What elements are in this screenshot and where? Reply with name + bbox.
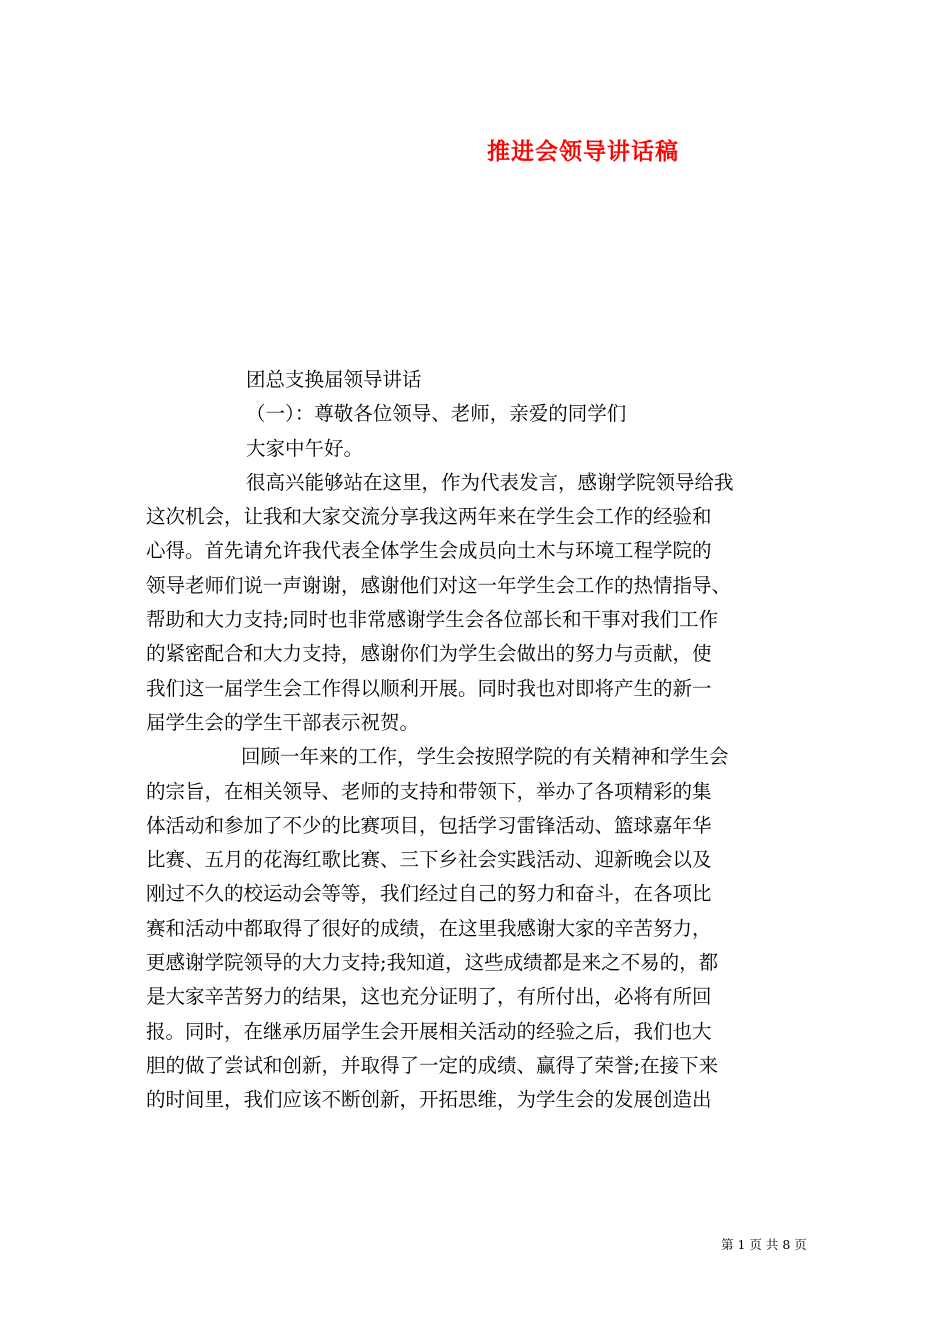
document-body xyxy=(146,363,818,1118)
body-line: 刚过不久的校运动会等等，我们经过自己的努力和奋斗，在各项比 xyxy=(146,882,712,906)
body-line: 更感谢学院领导的大力支持;我知道，这些成绩都是来之不易的，都 xyxy=(146,951,719,975)
page-number-footer: 第 1 页 共 8 页 xyxy=(721,1237,807,1252)
body-line: 届学生会的学生干部表示祝贺。 xyxy=(146,710,420,734)
document-title: 推进会领导讲话稿 xyxy=(487,138,679,165)
body-line: 回顾一年来的工作，学生会按照学院的有关精神和学生会 xyxy=(241,745,729,769)
body-line: 很高兴能够站在这里，作为代表发言，感谢学院领导给我 xyxy=(246,470,734,494)
body-line: 报。同时，在继承历届学生会开展相关活动的经验之后，我们也大 xyxy=(146,1019,712,1043)
body-line: 赛和活动中都取得了很好的成绩，在这里我感谢大家的辛苦努力， xyxy=(146,916,712,940)
body-line: 大家中午好。 xyxy=(246,436,364,460)
body-line: 帮助和大力支持;同时也非常感谢学生会各位部长和干事对我们工作 xyxy=(146,608,719,632)
body-line: 领导老师们说一声谢谢，感谢他们对这一年学生会工作的热情指导、 xyxy=(146,573,732,597)
body-line: 这次机会，让我和大家交流分享我这两年来在学生会工作的经验和 xyxy=(146,505,712,529)
body-line: 体活动和参加了不少的比赛项目，包括学习雷锋活动、篮球嘉年华 xyxy=(146,813,712,837)
body-line: 心得。首先请允许我代表全体学生会成员向土木与环境工程学院的 xyxy=(146,539,712,563)
body-line: 团总支换届领导讲话 xyxy=(246,368,422,391)
body-line: 是大家辛苦努力的结果，这也充分证明了，有所付出，必将有所回 xyxy=(146,985,712,1009)
body-line: 我们这一届学生会工作得以顺利开展。同时我也对即将产生的新一 xyxy=(146,676,712,700)
body-line: 胆的做了尝试和创新，并取得了一定的成绩、赢得了荣誉;在接下来 xyxy=(146,1053,719,1077)
body-line: 的时间里，我们应该不断创新，开拓思维，为学生会的发展创造出 xyxy=(146,1088,712,1112)
body-line: 的宗旨，在相关领导、老师的支持和带领下，举办了各项精彩的集 xyxy=(146,779,712,803)
body-line: （一）：尊敬各位领导、老师，亲爱的同学们 xyxy=(246,402,627,426)
body-line: 比赛、五月的花海红歌比赛、三下乡社会实践活动、迎新晚会以及 xyxy=(146,848,712,872)
body-line: 的紧密配合和大力支持，感谢你们为学生会做出的努力与贡献，使 xyxy=(146,642,712,666)
